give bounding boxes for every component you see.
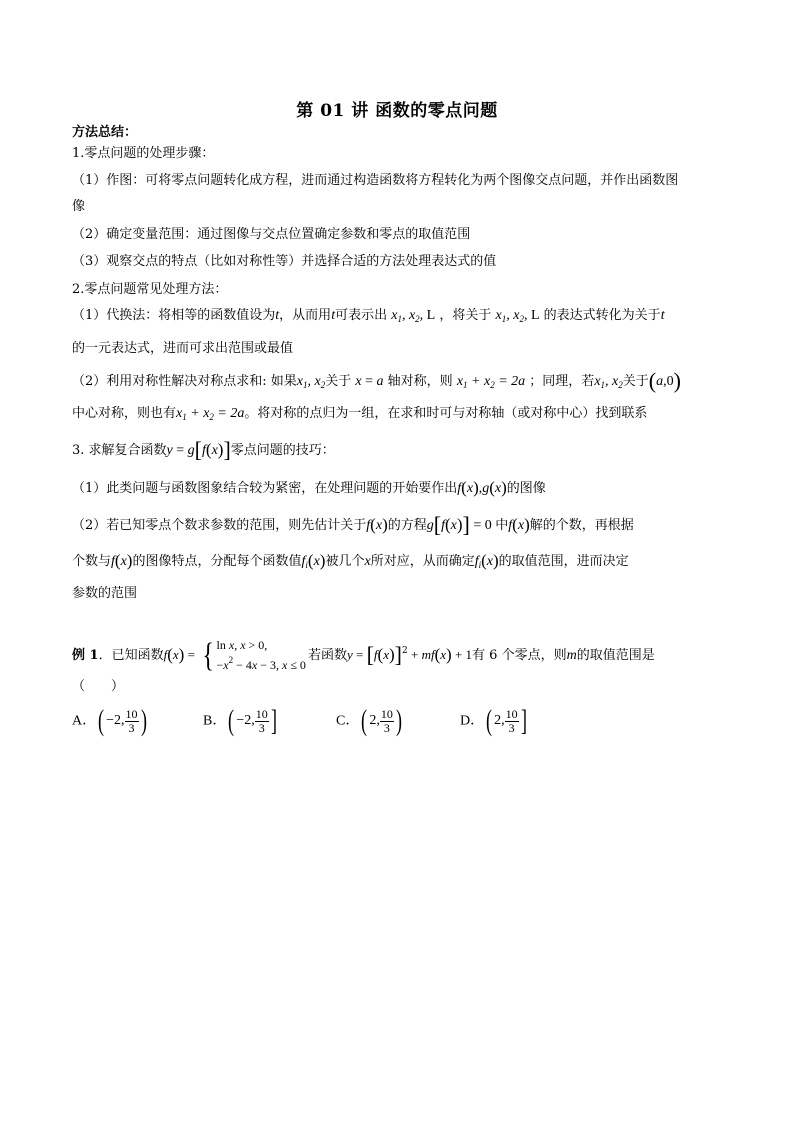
- math-zero: ,0: [663, 374, 674, 389]
- math-a: a: [376, 374, 384, 389]
- text: 轴对称，则: [387, 374, 453, 389]
- s3-tip1: （1）此类问题与函数图象结合较为紧密，在处理问题的开始要作出f(x),g(x)的图像: [72, 478, 546, 497]
- text: 若函数: [307, 648, 347, 663]
- math-sum: $x_1 + x_2 = 2a$: [456, 374, 526, 390]
- math-eq: =: [361, 374, 377, 389]
- s3-tip2: （2）若已知零点个数求参数的范围，则先估计关于f(x)的方程g[f(x)] = 0 中f(x)解的个数，再根据: [72, 512, 634, 537]
- math-sum: $x_1 + x_2 = 2a$: [176, 406, 245, 422]
- text: （1）代换法：将相等的函数值设为: [72, 308, 276, 323]
- text: （2）利用对称性解决对称点求和: 如果: [72, 374, 297, 389]
- math-composite: y: [166, 443, 173, 458]
- option-letter: C．: [336, 713, 360, 729]
- s3-tip2-cont: 个数与f(x)的图像特点，分配每个函数值$f_i(x)$被几个x所对应，从而确定$f_i(x)$的取值范围，进而决定: [72, 551, 629, 570]
- s2-method2-cont: [72, 405, 647, 426]
- text: 的取值范围是: [576, 648, 655, 663]
- section-heading: 方法总结：: [72, 125, 138, 140]
- s2-method2: [72, 368, 681, 394]
- math-point: (: [648, 368, 657, 393]
- option-a[interactable]: A．( −2, $\frac{10}{3}$ ): [72, 704, 147, 737]
- text: 关于: [325, 374, 352, 389]
- text: ，将关于: [439, 308, 492, 323]
- math-x-eq-a: x: [355, 374, 362, 389]
- math-t: t: [660, 308, 665, 323]
- text: 的方程: [387, 518, 427, 533]
- text: （2）若已知零点个数求参数的范围，则先估计关于: [72, 518, 367, 533]
- math-ellipsis: L: [426, 308, 436, 323]
- s2-heading: 2.零点问题常见处理方法：: [72, 282, 228, 297]
- math-ellipsis: L: [530, 308, 540, 323]
- text: 的表达式转化为关于: [543, 308, 661, 323]
- text: 个数与: [72, 554, 112, 569]
- text: （1）此类问题与函数图象结合较为紧密，在处理问题的开始要作出: [72, 481, 458, 496]
- option-letter: B．: [203, 713, 227, 729]
- s3-tip2-end: 参数的范围: [72, 586, 138, 601]
- piecewise-function: { ln x, x > 0, $-x^2 - 4x - 3$, x ≤ 0: [202, 636, 306, 674]
- text: 解的个数，再根据: [529, 518, 634, 533]
- math-t: t: [331, 308, 336, 323]
- s2-method1-cont: 的一元表达式，进而可求出范围或最值: [72, 341, 294, 356]
- text: 有 6 个零点，则: [472, 648, 567, 663]
- math-t: t: [275, 308, 280, 323]
- text: 零点问题的技巧：: [230, 443, 335, 458]
- s1-step1: （1）作图：可将零点问题转化成方程，进而通过构造函数将方程转化为两个图像交点问题，并作出函数图: [72, 173, 679, 188]
- s3-heading: 3. 求解复合函数y = g[f(x)]零点问题的技巧：: [72, 437, 335, 462]
- answer-paren: （ ）: [72, 679, 125, 694]
- math-fx-gx: f: [457, 481, 462, 496]
- example-1: 例 1．已知函数f(x) = { ln x, x > 0, $-x^2 - 4x - 3$, x ≤ 0 若函数$y = [f(x)]^2 + mf(x) + 1$有 6 个零点，则m的取值范围是: [72, 636, 655, 674]
- math-x1x2: $x_1$, $x_2$,: [495, 308, 531, 324]
- option-d[interactable]: D．( 2, $\frac{10}{3}$ ]: [460, 704, 527, 737]
- text: ；同理，若: [529, 374, 595, 389]
- s1-step2: （2）确定变量范围：通过图像与交点位置确定参数和零点的取值范围: [72, 227, 471, 242]
- text: 3. 求解复合函数: [72, 443, 167, 458]
- text: ，从而用: [279, 308, 332, 323]
- s2-method1: [72, 307, 665, 328]
- text: ．已知函数: [98, 648, 164, 663]
- math-a: a: [656, 374, 664, 389]
- text: 可表示出: [335, 308, 388, 323]
- s1-heading: 1.零点问题的处理步骤：: [72, 146, 215, 161]
- text: 中心对称，则也有: [72, 406, 177, 421]
- option-letter: A．: [72, 713, 97, 729]
- text: 被几个: [325, 554, 365, 569]
- math-x1x2: $x_1$, $x_2$,: [391, 308, 427, 324]
- math-point-close: ): [673, 368, 681, 393]
- text: 的取值范围，进而决定: [498, 554, 629, 569]
- text: 中: [495, 518, 509, 533]
- math-x1x2: $x_1$, $x_2$: [594, 374, 623, 390]
- text: 。将对称的点归为一组，在求和时可与对称轴（或对称中心）找到联系: [244, 406, 648, 421]
- s1-step1-cont: 像: [72, 199, 86, 214]
- text: 关于: [622, 374, 649, 389]
- option-letter: D．: [460, 713, 485, 729]
- math-x1x2: $x_1$, $x_2$: [296, 374, 326, 390]
- text: 的图像特点，分配每个函数值: [132, 554, 302, 569]
- example-label: 例 1: [72, 648, 99, 663]
- text: 的图像: [506, 481, 546, 496]
- text: 所对应，从而确定: [370, 554, 475, 569]
- option-b[interactable]: B．( −2, $\frac{10}{3}$ ]: [203, 704, 277, 737]
- page-title: 第 01 讲 函数的零点问题: [296, 101, 498, 121]
- s1-step3: （3）观察交点的特点（比如对称性等）并选择合适的方法处理表达式的值: [72, 254, 497, 269]
- option-c[interactable]: C．( 2, $\frac{10}{3}$ ): [336, 704, 402, 737]
